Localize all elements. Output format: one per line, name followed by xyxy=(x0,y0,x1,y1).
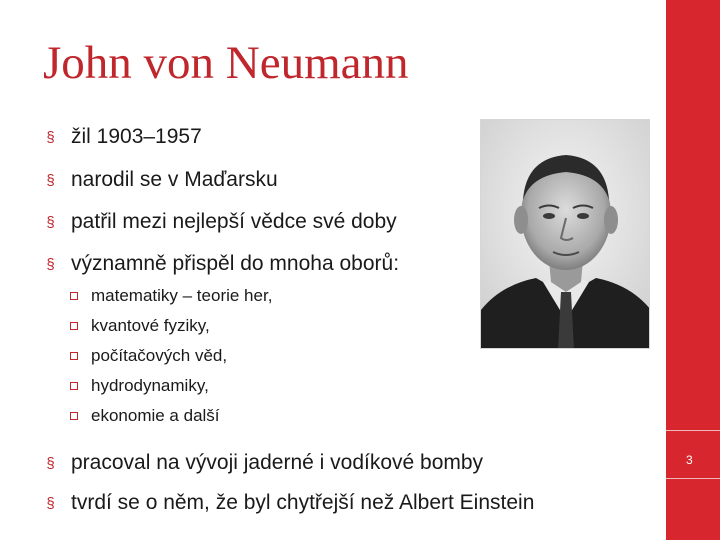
bullet-text: patřil mezi nejlepší vědce své doby xyxy=(71,210,397,233)
square-bullet-icon: § xyxy=(46,171,55,189)
hollow-square-icon xyxy=(70,322,78,330)
bullet-item xyxy=(45,123,202,151)
square-bullet-icon: § xyxy=(46,213,55,231)
square-bullet-icon: § xyxy=(46,494,55,512)
bullet-item xyxy=(45,489,534,517)
bullet-item xyxy=(45,208,397,236)
portrait-illustration xyxy=(481,120,650,349)
sub-bullet-text: matematiky – teorie her, xyxy=(91,286,273,305)
sub-bullet-text: ekonomie a další xyxy=(91,406,220,425)
sub-bullet-item xyxy=(70,284,272,308)
sub-bullet-text: kvantové fyziky, xyxy=(91,316,210,335)
bullet-item xyxy=(45,166,278,194)
sub-bullet-item xyxy=(70,314,210,338)
sub-bullet-item xyxy=(70,404,220,428)
bullet-item xyxy=(45,449,483,477)
sub-bullet-text: počítačových věd, xyxy=(91,346,228,365)
page-number-rule-bottom xyxy=(666,478,720,479)
bullet-text: žil 1903–1957 xyxy=(71,125,202,148)
bullet-text: pracoval na vývoji jaderné i vodíkové bomby xyxy=(71,451,484,474)
bullet-text: významně přispěl do mnoha oborů: xyxy=(71,252,400,275)
slide-title: John von Neumann xyxy=(43,37,409,89)
page-number: 3 xyxy=(686,453,693,467)
square-bullet-icon: § xyxy=(46,128,55,146)
page-number-rule-top xyxy=(666,430,720,431)
bullet-text: narodil se v Maďarsku xyxy=(71,168,278,191)
slide-sidebar xyxy=(666,0,720,540)
sub-bullet-item xyxy=(70,374,209,398)
square-bullet-icon: § xyxy=(46,454,55,472)
portrait-photo xyxy=(480,119,650,349)
sub-bullet-item xyxy=(70,344,227,368)
hollow-square-icon xyxy=(70,382,78,390)
bullet-item xyxy=(45,250,399,278)
hollow-square-icon xyxy=(70,352,78,360)
square-bullet-icon: § xyxy=(46,255,55,273)
bullet-text: tvrdí se o něm, že byl chytřejší než Albert Einstein xyxy=(71,491,535,514)
hollow-square-icon xyxy=(70,292,78,300)
hollow-square-icon xyxy=(70,412,78,420)
sub-bullet-text: hydrodynamiky, xyxy=(91,376,209,395)
